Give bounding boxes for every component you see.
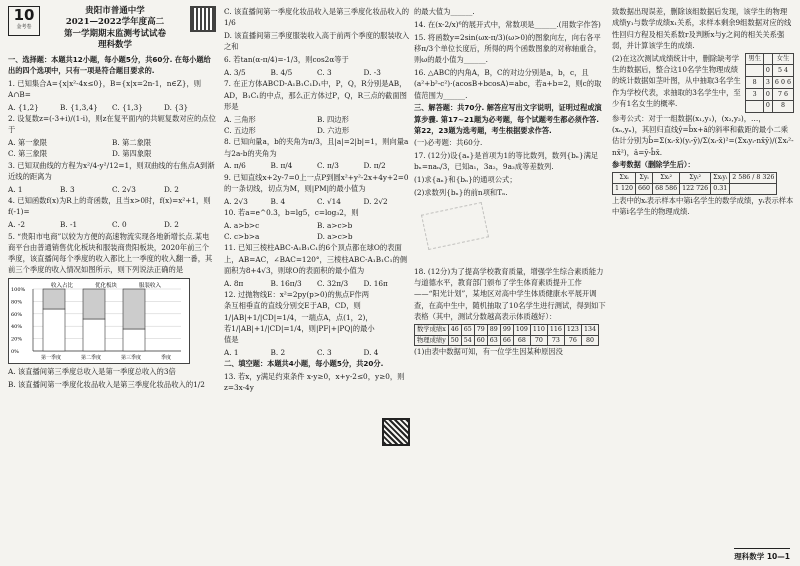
bar-q1: [43, 309, 65, 351]
badge: [8, 6, 40, 36]
question-12: 12. 过抛物线E：x²=2py(p>0)的焦点F作两条互相垂直的直线分别交E于AB，CD，则1/|AB|+1/|CD|=1/4，一端点A，点(1，2)，若1/|AB|+1/|CD|=1/4，则|PF|+|PQ|的最小值是: [224, 290, 375, 345]
table-row: [746, 65, 794, 77]
option: A. 3/5: [224, 67, 246, 77]
option: B. -1: [60, 220, 78, 230]
table-cell: 66: [500, 335, 513, 346]
option: B. 16π/3: [270, 278, 302, 288]
table-note: 上表中的xᵢ表示样本中第i名学生的数学成绩，yᵢ表示样本中第i名学生的物理成绩.: [612, 195, 794, 216]
table-cell: 2 586 / 8 326: [730, 173, 777, 184]
table-row: [746, 77, 794, 89]
column-2: [224, 6, 410, 395]
q6-options: [224, 67, 410, 78]
question-3: 3. 已知双曲线的方程为x²/4-y²/12=1，则双曲线的右焦点A到渐近线的距离为: [8, 160, 215, 182]
option: C. 32π/3: [317, 278, 349, 288]
q2-options: [8, 137, 216, 160]
table-cell: 60: [474, 335, 487, 346]
option: D. 2: [164, 184, 179, 194]
table-cell: 3: [746, 89, 764, 101]
badge-number: 10: [13, 6, 35, 24]
subject-name: 理科数学: [97, 40, 132, 51]
table-cell: 116: [547, 324, 564, 335]
question-15: 15. 将函数y=2sin(ωx-π/3)(ω>0)的图象向左，向右各平移π/3个单位长度后，所得的两个函数图象的对称轴重合，则ω的最小值为______.: [414, 32, 602, 65]
option: D. 第四象限: [112, 149, 152, 159]
table-cell: Σxᵢyᵢ: [711, 173, 730, 184]
q5-chart-svg: [9, 279, 189, 363]
table-row: [415, 324, 599, 335]
q5-option-c: C. 该直播间第一季度化妆品收入是第三季度化妆品收入的1/6: [224, 7, 410, 28]
column-4: [612, 6, 794, 219]
table-cell: 女生: [772, 53, 793, 65]
table-cell: 80: [581, 335, 598, 346]
option: A. {1,2}: [8, 102, 39, 112]
table-cell: 109: [513, 324, 530, 335]
option: A. 1: [224, 348, 239, 358]
q8-options: [224, 160, 410, 171]
table-cell: 3: [763, 77, 772, 89]
table-cell: 6 0 6: [772, 77, 793, 89]
table-cell: 89: [487, 324, 500, 335]
qr-code-icon: [190, 6, 216, 32]
chart-legend-2: 优化板块: [95, 282, 118, 289]
school-name: 贵阳市普通中学: [85, 6, 145, 16]
column-1: [8, 6, 216, 391]
question-5: 5. “贵阳市电商”以较为方便的高速物流实现各地新增长点.某电商平台由普通销售优化板块和服装商贵阳板块，2020年前三个季度，该直播间每个季度的收入都比上一季度的收入翻一番，其前三个季度的收入情况如图所示，则下列说法正确的是: [8, 231, 213, 275]
option: B. 3: [60, 184, 75, 194]
q5-option-a: A. 该直播间第三季度总收入是第一季度总收入的3倍: [8, 366, 176, 376]
table-cell: 99: [500, 324, 513, 335]
table-cell: 0: [763, 100, 772, 112]
table-row: [613, 183, 777, 194]
option: C. c>b>a: [224, 232, 260, 242]
option: A. π/6: [224, 161, 246, 171]
option: C. √14: [317, 196, 341, 206]
answer-watermark-icon: [421, 202, 489, 250]
option: B. {1,3,4}: [60, 102, 98, 112]
chart-ytick: 80%: [11, 299, 23, 306]
option: C. 3: [317, 67, 332, 77]
table-row: [415, 335, 599, 346]
option: C. π/3: [317, 161, 339, 171]
option: D. -3: [363, 67, 381, 77]
option: D. 16π: [363, 278, 388, 288]
q7-options: [224, 114, 410, 137]
table-cell: 0: [763, 89, 772, 101]
q3-options: [8, 184, 216, 195]
chart-ytick: 60%: [11, 311, 23, 318]
chart-xtick-3: 第三季度: [121, 354, 142, 361]
table-cell: 数学成绩x: [415, 324, 449, 335]
table-cell: Σyᵢ: [636, 173, 653, 184]
question-18: 18. (12分)为了提高学校教育质量，增强学生综合素质能力与道德水平，教育部门颁布了学生体育素质提升工作——“阳光计划”，某地区对高中学生体质健康水平展开调查，在高中生中，随机抽取了10名学生进行测试，得到如下表格（其中，测试分数越高表示体质越好）：: [414, 266, 606, 322]
bar-q1-top: [43, 289, 65, 309]
table-cell: Σxᵢ²: [653, 173, 680, 184]
question-8: 8. 已知向量a，b的夹角为π/3，且|a|=2|b|=1，则向量a与2a-b的夹角为: [224, 137, 409, 158]
option: B. 四边形: [317, 114, 349, 124]
table-cell: 1 120: [613, 183, 636, 194]
option: A. 2√3: [224, 196, 248, 206]
option: C. 第三象限: [8, 149, 48, 159]
table-cell: Σyᵢ²: [680, 173, 711, 184]
question-7: 7. 在正方体ABCD-A₁B₁C₁D₁中，P，Q，R分别是AB，AD，B₁C₁的中点，那么正方体过P，Q，R三点的截面图形是: [224, 79, 407, 111]
table-cell: 63: [487, 335, 500, 346]
table-cell: 79: [474, 324, 487, 335]
q5-chart: [8, 278, 190, 364]
section-1-intro: 一、选择题：本题共12小题，每小题5分，共60分. 在每小题给出的四个选项中，只有一项是符合题目要求的.: [8, 54, 211, 76]
option: D. 2√2: [363, 196, 388, 206]
q9-options: [224, 196, 410, 207]
table-row: [746, 100, 794, 112]
table-cell: 76: [564, 335, 581, 346]
table-cell: Σxᵢ: [613, 173, 636, 184]
q18-part-1-continued: 致数据出现误差，删除该组数据后发现，该学生的物理成绩y₁与数学成绩x₁关系，求样本剩余9组数据对应的线性回归方程及相关系数r及判断x与y之间的相关关系强弱，并计算该学生的成绩.: [612, 7, 792, 50]
table-cell: 65: [461, 324, 474, 335]
qr-code-icon: [382, 418, 410, 446]
option: A. -2: [8, 220, 26, 230]
q11-options: [224, 278, 410, 289]
table-cell: 660: [636, 183, 653, 194]
question-4: 4. 已知函数f(x)为R上的奇函数，且当x>0时，f(x)=x²+1，则f(-1)=: [8, 196, 211, 217]
question-10: 10. 若a=e^0.3，b=lg5，c=log₃2，则: [224, 208, 359, 218]
q17-part-1: (1)求{aₙ}和{bₙ}的通项公式；: [414, 175, 517, 185]
q5-option-b: B. 该直播间第一季度化妆品收入是第三季度化妆品收入的1/2: [8, 379, 205, 389]
answer-space: [414, 200, 606, 266]
bar-q3-top: [123, 289, 145, 329]
question-6: 6. 若tan(α-π/4)=-1/3，则cos2α等于: [224, 55, 349, 65]
q10-options: [224, 220, 410, 243]
table-cell: [746, 65, 764, 77]
section-3-intro: 三、解答题：共70分. 解答应写出文字说明，证明过程或演算步骤. 第17~21题为必考题，每个试题考生都必须作答. 第22，23题为选考题，考生根据要求作答.: [414, 103, 602, 135]
bar-q2-top: [83, 289, 105, 319]
reference-table: [612, 172, 777, 195]
q12-options: [224, 347, 410, 358]
option: C. 0: [112, 220, 127, 230]
option: B. 4/5: [270, 67, 293, 77]
section-2-intro: 二、填空题：本题共4小题，每小题5分，共20分.: [224, 359, 384, 369]
table-cell: 46: [448, 324, 461, 335]
option: A. a>b>c: [224, 220, 260, 230]
table-row: [746, 89, 794, 101]
option: D. a>c>b: [317, 232, 353, 242]
q13-continued: 的最大值为______.: [414, 7, 475, 16]
option: C. 3: [317, 348, 332, 358]
badge-text: 金考卷: [16, 24, 32, 30]
column-3: [414, 6, 606, 359]
chart-ytick: 100%: [11, 286, 26, 293]
question-17: 17. (12分)设{aₙ}是首项为1的等比数列，数列{bₙ}满足bₙ=naₙ/3，已知a₁，3a₂，9a₃成等差数列.: [414, 151, 599, 172]
option: D. 4: [363, 348, 379, 358]
question-1: 1. 已知集合A={x|x²-4x≤0}，B={x|x=2n-1，n∈Z}，则A∩B=: [8, 78, 202, 99]
option: B. 第二象限: [112, 138, 152, 148]
bar-q3: [123, 329, 145, 351]
chart-ytick: 0%: [11, 348, 19, 355]
option: D. {3}: [164, 102, 189, 112]
q1-options: [8, 102, 216, 113]
table-cell: 110: [530, 324, 547, 335]
option: A. 三角形: [224, 114, 256, 124]
bar-q2: [83, 319, 105, 351]
option: A. 1: [8, 184, 23, 194]
option: C. 2√3: [112, 184, 136, 194]
chart-ytick: 20%: [11, 336, 23, 343]
option: A. 8π: [224, 278, 244, 288]
question-14: 14. 在(x-2/x)⁶的展开式中，常数项是______.(用数字作答): [414, 19, 601, 29]
table-cell: 123: [564, 324, 581, 335]
table-row: [613, 173, 777, 184]
option: D. π/2: [363, 161, 386, 171]
stem-leaf-table: [745, 53, 794, 113]
table-cell: 物理成绩y: [415, 335, 449, 346]
table-cell: 8: [746, 77, 764, 89]
chart-xtick-1: 第一季度: [41, 354, 62, 361]
question-13: 13. 若x，y满足约束条件 x-y≥0，x+y-2≤0，y≥0，则z=3x-4y: [224, 372, 405, 393]
reference-data-label: 参考数据（删除学生后）：: [612, 160, 695, 170]
table-cell: 0: [763, 65, 772, 77]
chart-legend-3: 服装收入: [139, 282, 162, 289]
q18-table: [414, 324, 599, 347]
table-cell: [730, 183, 777, 194]
table-cell: 8: [772, 100, 793, 112]
chart-legend-1: 收入占比: [51, 282, 74, 289]
q4-options: [8, 219, 216, 230]
table-cell: 0.31: [711, 183, 730, 194]
table-cell: [763, 53, 772, 65]
school-year: 2021—2022学年度高二: [65, 17, 165, 28]
table-cell: 68: [513, 335, 530, 346]
table-cell: 134: [581, 324, 598, 335]
table-cell: 54: [461, 335, 474, 346]
table-row: [746, 53, 794, 65]
table-cell: 68 586: [653, 183, 680, 194]
question-16: 16. △ABC的内角A，B，C的对边分别是a，b，c，且(a²+b²-c²)·(acosB+bcosA)=abc，若a+b=2，则c的取值范围为______.: [414, 67, 602, 100]
question-2: 2. 设复数z=(-3+i)/(1-i)，则z在复平面内的共轭复数对应的点位于: [8, 114, 216, 135]
table-cell: 122 726: [680, 183, 711, 194]
q18-part-2: (2)在这次测试成绩统计中，删除缺考学生的数据后，整合这10名学生物理成绩的统计数据如茎叶图，从中抽取3名学生作为学校代表，求抽取的3名学生中，至少有1名女生的概率.: [612, 53, 741, 108]
table-cell: 7 6: [772, 89, 793, 101]
exam-header: [8, 6, 216, 52]
q17-part-2: (2)求数列{bₙ}的前n项和Tₙ.: [414, 188, 508, 198]
option: B. π/4: [270, 161, 293, 171]
table-cell: 5 4: [772, 65, 793, 77]
exam-name: 第一学期期末监测考试试卷: [63, 28, 166, 39]
q18-part-1: (1)由表中数据可知，有一位学生因某种原因没: [414, 347, 563, 357]
page-footer: 理科数学 10—1: [734, 548, 790, 562]
q5-option-d: D. 该直播间第三季度服装收入高于前两个季度的服装收入之和: [224, 31, 410, 52]
chart-xtick-4: 季度: [161, 354, 172, 361]
table-cell: 73: [547, 335, 564, 346]
table-cell: 70: [530, 335, 547, 346]
chart-xtick-2: 第二季度: [81, 354, 102, 361]
chart-ytick: 40%: [11, 323, 23, 330]
option: A. 第一象限: [8, 138, 48, 148]
exam-titles: [46, 6, 184, 52]
option: B. a>c>b: [317, 220, 353, 230]
table-cell: [746, 100, 764, 112]
table-cell: 男生: [746, 53, 764, 65]
option: C. {1,3}: [112, 102, 143, 112]
q18-part-2-block: [612, 53, 794, 113]
question-9: 9. 已知直线x+2y-7=0上一点P到圆x²+y²-2x+4y+2=0的一条切线，切点为M，则|PM|的最小值为: [224, 172, 409, 193]
question-11: 11. 已知三棱柱ABC-A₁B₁C₁的6个顶点都在球O的表面上，AB=AC，∠BAC=120°，三棱柱ABC-A₁B₁C₁的侧面积为8+4√3，则球O的表面积的最小值为: [224, 243, 408, 276]
table-cell: 50: [448, 335, 461, 346]
option: C. 五边形: [224, 125, 256, 135]
option: B. 2: [270, 348, 286, 358]
option: D. 六边形: [317, 125, 350, 135]
required-part: (一)必考题：共60分.: [414, 138, 483, 148]
option: D. 2: [164, 220, 179, 230]
option: B. 4: [270, 196, 286, 206]
reference-formula: 参考公式：对于一组数据(x₁,y₁)，(x₂,y₂)，…，(xₙ,yₙ)，其回归直线ŷ=b̂x+â的斜率和截距的最小二乘估计分别为b̂=Σ(xᵢ-x̄)(yᵢ-ȳ)/Σ(xᵢ-x̄)²=(Σxᵢyᵢ-nx̄ȳ)/(Σxᵢ²-nx̄²)，â=ȳ-b̂x̄.: [612, 113, 794, 157]
